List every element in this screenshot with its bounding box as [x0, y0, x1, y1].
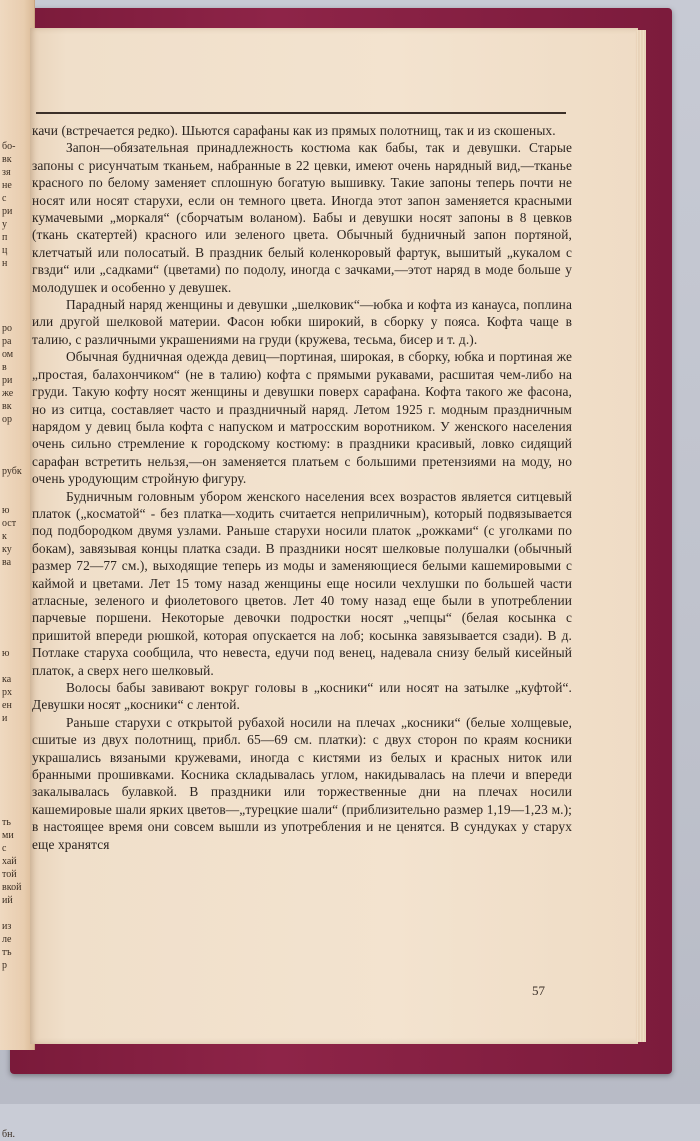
- paragraph: Запон—обязательная принадлежность костюма как бабы, так и девушки. Старые запоны с рисунчатым тканьем, набранные в 22 цевки, имеют очень нарядный вид,—тканье красного по белому заменяет сплошную богатую вышивку. Такие запоны теперь почти не носят или носят старухи, если он темного цвета. Иногда этот запон заменяется красными кумачевыми „моркаля“ (сборчатым воланом). Бабы и девушки носят запоны в 8 цевков (ткань скатертей) красного или зеленого цвета. Обычный будничный запон портяной, клетчатый или полосатый. В праздник белый коленкоровый фартук, вышитый „кукалом с гвзди“ или „садками“ (цветами) по подолу, иногда с зачками,—этот наряд в моде больше у молодушек и особенно у девушек.: [32, 140, 572, 295]
- left-page-fragment: ц: [2, 245, 8, 256]
- left-page-fragment: ка: [2, 674, 12, 685]
- left-page-fragment: ю: [2, 505, 10, 516]
- paragraph: Раньше старухи с открытой рубахой носили на плечах „косники“ (белые холщевые, сшитые из двух полотнищ, прибл. 65—69 см. платки): с двух сторон по краям косники украшались вязаными кружевами, иногда с кистями из белых и красных ниток или бранными прошивками. Косника складывалась углом, накидывалась на плечи и впереди закалывалась булавкой. В праздники или торжественные дни на плечах носили кашемировые шали ярких цветов—„турецкие шали“ (приблизительно размер 1,19—1,23 м.); в настоящее время они совсем вышли из употребления и не ценятся. В сундуках у старух еще хранятся: [32, 714, 572, 852]
- left-page-fragment: ю: [2, 648, 10, 659]
- left-page-fragment: зя: [2, 167, 11, 178]
- left-page-fragment: тъ: [2, 947, 12, 958]
- left-page-fragment: ро: [2, 323, 12, 334]
- paragraph: Волосы бабы завивают вокруг головы в „косники“ или носят на затылке „куфтой“. Девушки носят „косники“ с лентой.: [32, 680, 572, 713]
- left-page-fragment: ост: [2, 518, 17, 529]
- left-page-fragment: ку: [2, 544, 12, 555]
- left-page-fragment: вк: [2, 401, 12, 412]
- left-page-fragment: вк: [2, 154, 12, 165]
- left-page-fragment: же: [2, 388, 14, 399]
- left-page-fragment: ор: [2, 414, 12, 425]
- left-page-fragment: п: [2, 232, 8, 243]
- left-page-fragment: ен: [2, 700, 12, 711]
- left-page-fragment: с: [2, 843, 7, 854]
- left-page-fragment: в: [2, 362, 7, 373]
- left-page-fragment: ри: [2, 206, 13, 217]
- header-rule: [36, 112, 566, 114]
- paragraph: качи (встречается редко). Шьются сарафаны как из прямых полотнищ, так и из скошеных.: [32, 123, 556, 138]
- left-page-fragment: из: [2, 921, 12, 932]
- left-page-fragment: бо-: [2, 141, 16, 152]
- left-page-fragment: вкой: [2, 882, 22, 893]
- paragraph: Обычная будничная одежда девиц—портиная, широкая, в сборку, юбка и портиная же „простая, балахончиком“ (не в талию) кофта с прямыми рукавами, расшитая чем-либо на груди. Такую кофту носят женщины и девушки поверх сарафана. Кофта такого же фасона, но из ситца, составляет часто и праздничный наряд. Летом 1925 г. модным праздничным нарядом у девиц была кофта с напуском и матросским воротником. У женского населения очень сильно стремление к городскому костюму: в праздники красивый, ловко сидящий сарафан встретить нельзя,—он заменяется платьем с большими претензиями на моду, но очень уродующим стройную фигуру.: [32, 349, 572, 487]
- left-page-fragment: не: [2, 180, 12, 191]
- page-edges: [636, 30, 646, 1042]
- left-page-fragment: бн.: [2, 1129, 15, 1140]
- left-page-fragment: и: [2, 713, 8, 724]
- left-page-fragment: н: [2, 258, 8, 269]
- left-page-fragment: рубк: [2, 466, 22, 477]
- left-page-fragment: рх: [2, 687, 12, 698]
- left-page-fragment: ва: [2, 557, 12, 568]
- left-page-fragment: хай: [2, 856, 17, 867]
- paragraph: Будничным головным убором женского населения всех возрастов является ситцевый платок („косматой“ - без платка—ходить считается неприличным), который подвязывается под подбородком двумя узлами. Раньше старухи носили платок „рожками“ (с уголками по бокам), завязывая концы платка сзади. В праздники носят шелковые полушалки (обычный размер 72—77 см.), выходящие теперь из моды и заменяющиеся белыми кашемировыми с каймой и цветами. Лет 15 тому назад женщины еще носили чехлушки по большей части атласные, зеленого и фиолетового цветов. Лет 40 тому назад еще были в употреблении парчевые поршени. Некоторые девочки подростки носят „чепцы“ (белая косынка с пришитой впереди рюшкой, которая опускается на лоб; косынка завязывается сзади). В д. Потлаке старуха сообщила, что невеста, едучи под венец, надевала снизу белый кисейный платок, а сверх него шелковый.: [32, 488, 572, 678]
- left-page-fragment: к: [2, 531, 7, 542]
- left-page-fragment: ри: [2, 375, 13, 386]
- left-page-fragment: ий: [2, 895, 13, 906]
- left-page-fragment: ра: [2, 336, 12, 347]
- page-number: 57: [532, 983, 545, 998]
- paragraph: Парадный наряд женщины и девушки „шелковик“—юбка и кофта из канауса, поплина или другой шелковой материи. Фасон юбки широкий, в сборку у пояса. Кофта чаще в талию, с различными украшениями на груди (кружева, тесьма, бисер и т. д.).: [32, 297, 572, 347]
- left-page-fragment: с: [2, 193, 7, 204]
- body-text: [32, 122, 572, 853]
- left-page-fragment: ми: [2, 830, 14, 841]
- left-page-fragment: у: [2, 219, 7, 230]
- right-page: [30, 28, 638, 1044]
- left-page-fragment: той: [2, 869, 17, 880]
- left-page-fragment: р: [2, 960, 7, 971]
- left-page-fragment: ом: [2, 349, 14, 360]
- left-page-fragment: ть: [2, 817, 11, 828]
- left-page-fragment: ле: [2, 934, 12, 945]
